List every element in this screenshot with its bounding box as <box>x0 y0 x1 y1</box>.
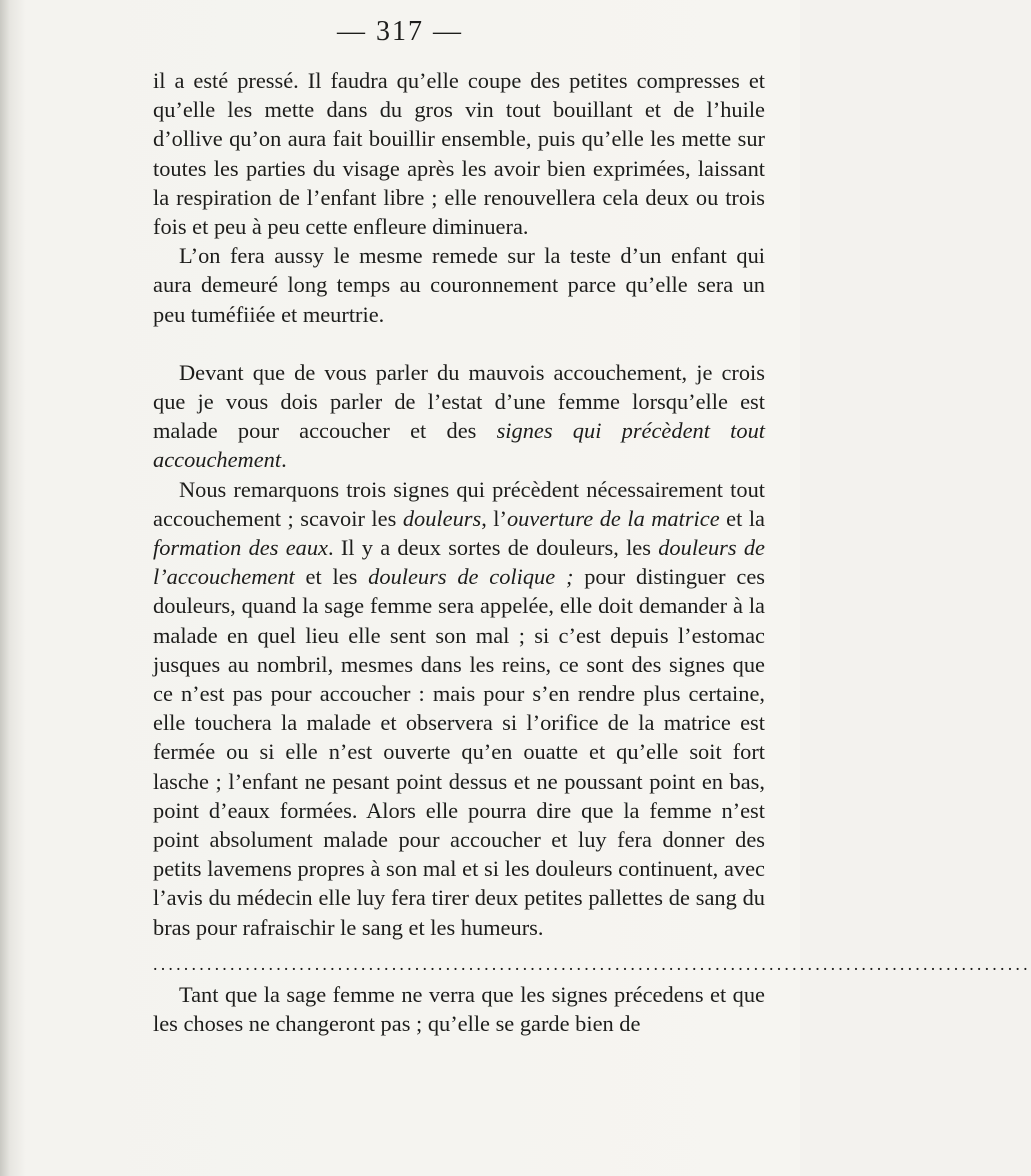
paragraph-4-italic-1: douleurs <box>402 505 482 531</box>
paragraph-gap <box>153 329 765 358</box>
dotted-separator: .................................................................................................................. <box>153 953 1031 974</box>
paragraph-3 <box>153 358 765 475</box>
paragraph-4-italic-3: formation des eaux <box>153 535 328 561</box>
page-number: — 317 — <box>337 16 463 47</box>
paragraph-4-italic-4: douleurs de l’accouchement <box>153 535 765 590</box>
paragraph-4-text-4: . Il y a deux sortes de douleurs, les <box>327 535 659 561</box>
paragraph-4 <box>153 475 765 942</box>
body-text <box>153 66 1031 1038</box>
paragraph-3-text-end: . <box>281 447 287 473</box>
paragraph-3-text: Devant que de vous parler du mauvois accouchement, je crois que je vous dois parler de l’estat d’une femme lorsqu’elle est malade pour accoucher et des <box>153 359 765 444</box>
paragraph-4-text-1: Nous remarquons trois signes qui précèdent nécessairement tout accouchement ; scavoir les <box>153 476 765 531</box>
paragraph-5: Tant que la sage femme ne verra que les signes précedens et que les choses ne changeront pas ; qu’elle se garde bien de <box>153 981 765 1037</box>
paragraph-4-text-5: et les <box>294 564 369 590</box>
paragraph-4-italic-2: ouverture de la matrice <box>506 505 720 531</box>
paragraph-2: L’on fera aussy le mesme remede sur la teste d’un enfant qui aura demeuré long temps au couronnement parce qu’elle sera un peu tuméfiiée et meurtrie. <box>153 243 765 327</box>
paragraph-4-text-3: et la <box>719 505 765 531</box>
paragraph-4-text-6: pour distinguer ces douleurs, quand la sage femme sera appelée, elle doit demander à la malade en quel lieu elle sent son mal ; si c’est depuis l’estomac jusques au nombril, mesmes dans les reins, ce sont des signes que ce n’est pas pour accoucher : mais pour s’en rendre plus certaine, elle touchera la malade et observera si l’orifice de la matrice est fermée ou si elle n’est ouverte qu’en ouatte et qu’elle soit fort lasche ; l’enfant ne pesant point dessus et ne poussant point en bas, point d’eaux formées. Alors elle pourra dire que la femme n’est point absolument malade pour accoucher et luy fera donner des petits lavemens propres à son mal et si les douleurs continuent, avec l’avis du médecin elle luy fera tirer deux petites pallettes de sang du bras pour rafraischir le sang et les humeurs. <box>153 564 765 940</box>
paragraph-4-italic-5: douleurs de colique ; <box>368 564 574 590</box>
paragraph-1: il a esté pressé. Il faudra qu’elle coupe des petites compresses et qu’elle les mette dans du gros vin tout bouillant et de l’huile d’ollive qu’on aura fait bouillir ensemble, puis qu’elle les mette sur toutes les parties du visage après les avoir bien exprimées, laissant la respiration de l’enfant libre ; elle renouvellera cela deux ou trois fois et peu à peu cette enfleure diminuera. <box>153 68 765 240</box>
paragraph-3-italic: signes qui précèdent tout accouchement <box>153 418 765 473</box>
paragraph-4-text-2: , l’ <box>481 505 507 531</box>
